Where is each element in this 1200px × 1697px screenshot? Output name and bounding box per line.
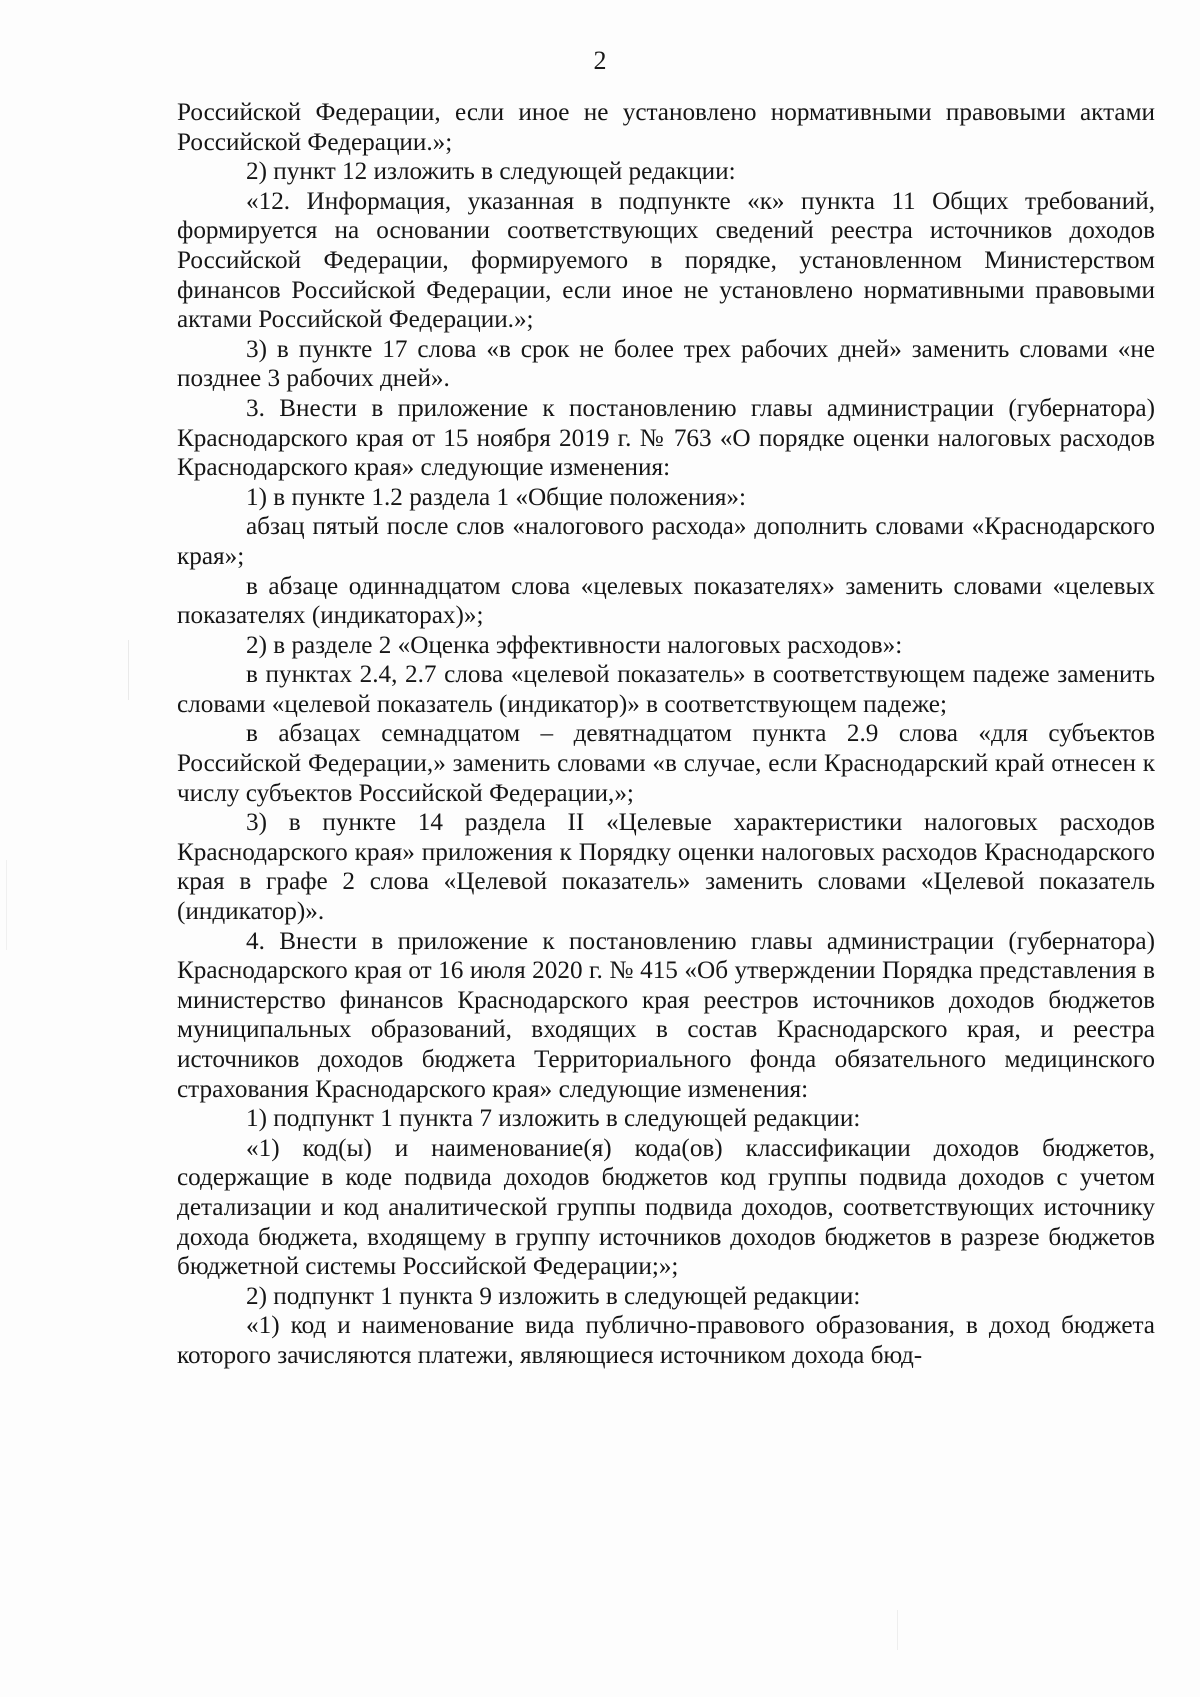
paragraph: Российской Федерации, если иное не установлено нормативными правовыми актами Российской Федерации.»; bbox=[177, 99, 1155, 156]
paragraph: «1) код и наименование вида публично-правового образования, в доход бюджета которого зачисляются платежи, являющиеся источником дохода бюд- bbox=[177, 1312, 1155, 1369]
page-number: 2 bbox=[593, 46, 607, 75]
paragraph: «12. Информация, указанная в подпункте «к» пункта 11 Общих требований, формируется на основании соответствующих сведений реестра источников доходов Российской Федерации, формируемого в порядке, установленном Министерством финансов Российской Федерации, если иное не установлено нормативными правовыми актами Российской Федерации.»; bbox=[177, 187, 1155, 334]
paragraph: 4. Внести в приложение к постановлению главы администрации (губернатора) Краснодарского края от 16 июля 2020 г. № 415 «Об утверждении Порядка представления в министерство финансов Краснодарского края реестров источников доходов бюджетов муниципальных образований, входящих в состав Краснодарского края, и реестра источников доходов бюджета Территориального фонда обязательного медицинского страхования Краснодарского края» следующие изменения: bbox=[177, 927, 1155, 1103]
scan-artifact bbox=[897, 1610, 898, 1650]
paragraph: в пунктах 2.4, 2.7 слова «целевой показатель» в соответствующем падеже заменить словами «целевой показатель (индикатор)» в соответствующем падеже; bbox=[177, 661, 1155, 718]
paragraph: 2) подпункт 1 пункта 9 изложить в следующей редакции: bbox=[246, 1282, 861, 1310]
paragraph: в абзаце одиннадцатом слова «целевых показателях» заменить словами «целевых показателях (индикаторах)»; bbox=[177, 572, 1155, 630]
paragraph: в абзацах семнадцатом – девятнадцатом пункта 2.9 слова «для субъектов Российской Федерации,» заменить словами «в случае, если Краснодарский край отнесен к числу субъектов Российской Федерации,»; bbox=[177, 720, 1155, 807]
paragraph: абзац пятый после слов «налогового расхода» дополнить словами «Краснодарского края»; bbox=[177, 513, 1155, 570]
paragraph: 3) в пункте 17 слова «в срок не более трех рабочих дней» заменить словами «не позднее 3 рабочих дней». bbox=[177, 335, 1155, 393]
paragraph: 2) пункт 12 изложить в следующей редакции: bbox=[246, 158, 736, 186]
paragraph: 3) в пункте 14 раздела II «Целевые характеристики налоговых расходов Краснодарского края» приложения к Порядку оценки налоговых расходов Краснодарского края в графе 2 слова «Целевой показатель» заменить словами «Целевой показатель (индикатор)». bbox=[177, 809, 1155, 926]
paragraph: 1) в пункте 1.2 раздела 1 «Общие положения»: bbox=[246, 483, 746, 511]
paragraph: 3. Внести в приложение к постановлению главы администрации (губернатора) Краснодарского края от 15 ноября 2019 г. № 763 «О порядке оценки налоговых расходов Краснодарского края» следующие изменения: bbox=[177, 394, 1155, 482]
paragraph: «1) код(ы) и наименование(я) кода(ов) классификации доходов бюджетов, содержащие в коде подвида доходов бюджетов код группы подвида доходов с учетом детализации и код аналитической группы подвида доходов, соответствующих источнику дохода бюджета, входящему в группу источников доходов бюджетов в разрезе бюджетов бюджетной системы Российской Федерации;»; bbox=[177, 1134, 1155, 1281]
paragraph: 2) в разделе 2 «Оценка эффективности налоговых расходов»: bbox=[246, 631, 903, 659]
scan-artifact bbox=[6, 860, 7, 950]
paragraph: 1) подпункт 1 пункта 7 изложить в следующей редакции: bbox=[246, 1105, 861, 1133]
scan-artifact bbox=[128, 640, 129, 700]
document-body bbox=[177, 98, 1155, 1371]
